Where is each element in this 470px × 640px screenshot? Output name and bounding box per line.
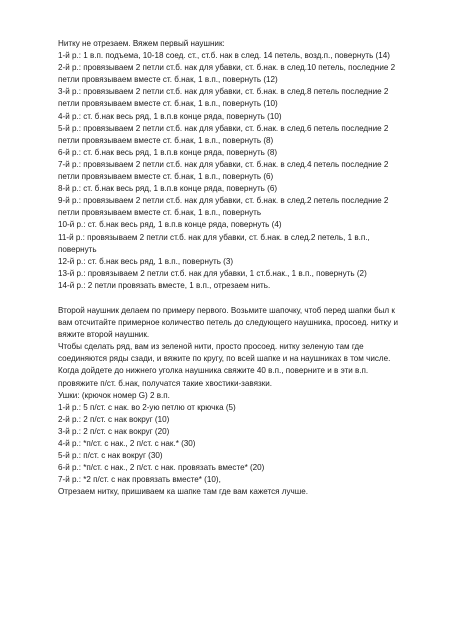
text-line: соединяются ряды сзади, и вяжите по кругу, по всей шапке и на наушниках в том числе. bbox=[58, 354, 391, 364]
text-line: 4-й р.: *п/ст. с нак., 2 п/ст. с нак.* (30) bbox=[58, 439, 196, 448]
text-line: 5-й р.: п/ст. с нак вокруг (30) bbox=[58, 451, 163, 461]
text-line: 2-й р.: провязываем 2 петли ст.б. нак для убавки, ст. б.нак. в след.10 петель, последние 2 bbox=[58, 63, 396, 73]
text-line: вяжите второй наушник. bbox=[58, 330, 150, 340]
text-line: вам отсчитайте примерное количество петель до следующего наушника, просоед. нитку и bbox=[58, 318, 398, 328]
text-line: 11-й р.: провязываем 2 петли ст.б. нак для убавки, ст. б.нак. в след.2 петель, 1 в.п., bbox=[58, 232, 370, 242]
text-line: Нитку не отрезаем. Вяжем первый наушник: bbox=[58, 39, 225, 48]
text-line: 6-й р.: *п/ст. с нак., 2 п/ст. с нак. провязать вместе* (20) bbox=[58, 463, 265, 473]
text-line: 4-й р.: ст. б.нак весь ряд, 1 в.п.в конце ряда, повернуть (10) bbox=[58, 111, 282, 121]
text-line: 7-й р.: провязываем 2 петли ст.б. нак для убавки, ст. б.нак. в след.4 петель последние 2 bbox=[58, 159, 389, 169]
pattern-part-2 bbox=[58, 305, 460, 499]
text-line: 10-й р.: ст. б.нак весь ряд, 1 в.п.в конце ряда, повернуть (4) bbox=[58, 220, 282, 230]
text-line: петли провязываем вместе ст. б.нак, 1 в.п., повернуть (12) bbox=[58, 75, 278, 85]
paragraph-gap bbox=[58, 292, 460, 305]
text-line: 6-й р.: ст. б.нак весь ряд, 1 в.п.в конце ряда, повернуть (8) bbox=[58, 147, 278, 157]
text-line: 2-й р.: 2 п/ст. с нак вокруг (10) bbox=[58, 414, 170, 424]
text-line: Второй наушник делаем по примеру первого. Возьмите шапочку, чтоб перед шапки был к bbox=[58, 305, 395, 315]
text-line: петли провязываем вместе ст. б.нак, 1 в.п., повернуть (8) bbox=[58, 135, 274, 145]
text-line: провяжите п/ст. б.нак, получатся такие хвостики-завязки. bbox=[58, 378, 273, 388]
text-line: 5-й р.: провязываем 2 петли ст.б. нак для убавки, ст. б.нак. в след.6 петель последние 2 bbox=[58, 123, 389, 133]
text-line: Чтобы сделать ряд, вам из зеленой нити, просто просоед. нитку зеленую там где bbox=[58, 342, 364, 352]
text-line: 1-й р.: 1 в.п. подъема, 10-18 соед. ст., ст.б. нак в след. 14 петель, возд.п., повернуть (14) bbox=[58, 51, 390, 61]
text-line: 12-й р.: ст. б.нак весь ряд, 1 в.п., повернуть (3) bbox=[58, 256, 234, 266]
text-line: петли провязываем вместе ст. б.нак, 1 в.п., повернуть (10) bbox=[58, 99, 278, 109]
pattern-part-1 bbox=[58, 38, 460, 292]
text-line: 13-й р.: провязываем 2 петли ст.б. нак для убавки, 1 ст.б.нак., 1 в.п., повернуть (2) bbox=[58, 268, 367, 278]
text-line: петли провязываем вместе ст. б.нак, 1 в.п., повернуть (6) bbox=[58, 172, 274, 182]
text-line: 3-й р.: 2 п/ст. с нак вокруг (20) bbox=[58, 426, 170, 436]
text-line: Ушки: (крючок номер G) 2 в.п. bbox=[58, 390, 170, 400]
text-line: 7-й р.: *2 п/ст. с нак провязать вместе* (10), bbox=[58, 475, 221, 485]
text-line: 8-й р.: ст. б.нак весь ряд, 1 в.п.в конце ряда, повернуть (6) bbox=[58, 184, 278, 194]
text-line: Отрезаем нитку, пришиваем ка шапке там где вам кажется лучше. bbox=[58, 487, 308, 497]
text-line: повернуть bbox=[58, 244, 97, 254]
text-line: 1-й р.: 5 п/ст. с нак. во 2-ую петлю от крючка (5) bbox=[58, 402, 236, 412]
text-line: петли провязываем вместе ст. б.нак, 1 в.п., повернуть bbox=[58, 208, 262, 218]
text-line: Когда дойдете до нижнего уголка наушника свяжите 40 в.п., поверните и в эти в.п. bbox=[58, 366, 369, 376]
text-line: 3-й р.: провязываем 2 петли ст.б. нак для убавки, ст. б.нак. в след.8 петель последние 2 bbox=[58, 87, 389, 97]
text-line: 14-й р.: 2 петли провязать вместе, 1 в.п., отрезаем нить. bbox=[58, 280, 271, 290]
text-line: 9-й р.: провязываем 2 петли ст.б. нак для убавки, ст. б.нак. в след.2 петель последние 2 bbox=[58, 196, 389, 206]
